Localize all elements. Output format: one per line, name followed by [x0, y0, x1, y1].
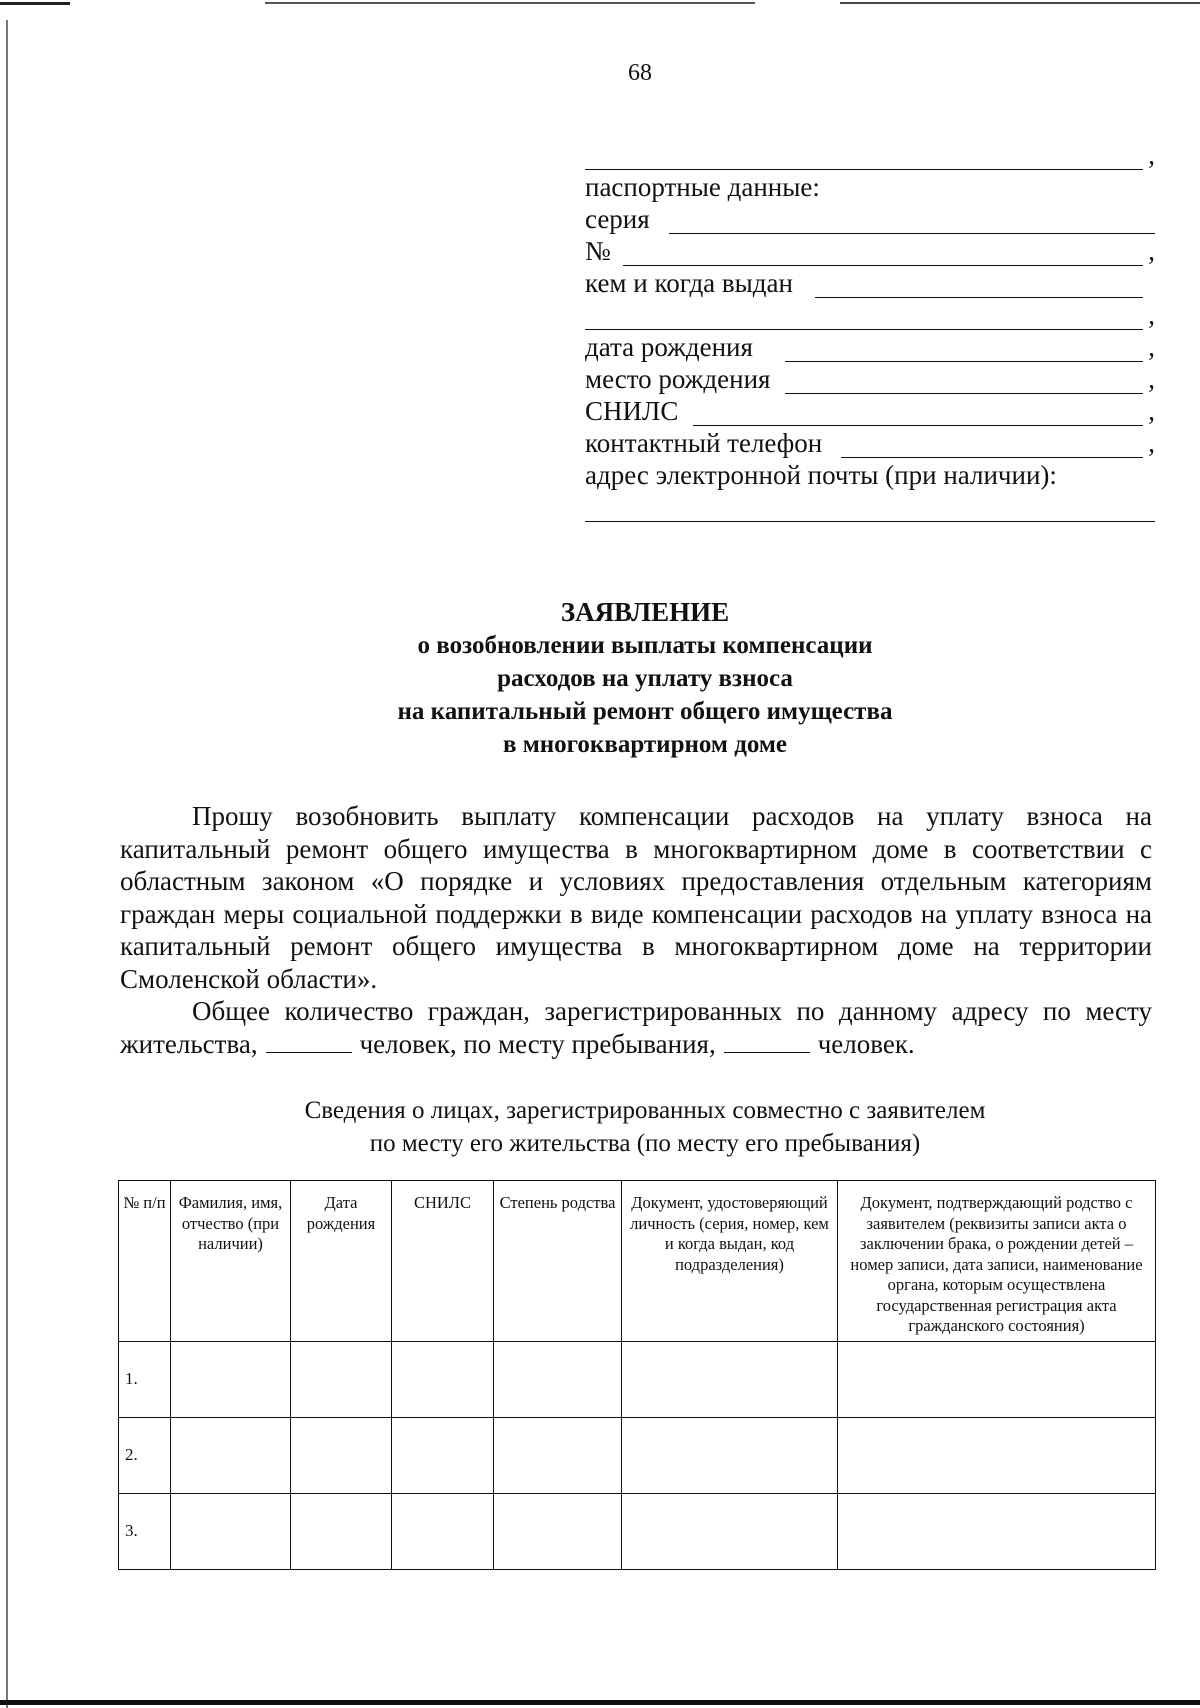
passport-label: паспортные данные: [585, 172, 820, 202]
stay-count-blank [724, 1032, 810, 1053]
issued-line [585, 268, 1155, 300]
email-label-line [585, 460, 1155, 492]
col-header-relationship-document: Документ, подтверждающий родство с заявителем (реквизиты записи акта о заключении брака, о рождении детей – номер записи, дата записи, наименование органа, которым осуществлена государственная регистрация акта гражданского состояния) [838, 1181, 1156, 1342]
col-header-snils: СНИЛС [392, 1181, 494, 1342]
row-number-cell: 3. [119, 1493, 171, 1569]
table-cell [171, 1417, 291, 1493]
scan-left-edge [6, 20, 8, 1708]
table-row [119, 1493, 1156, 1569]
col-header-number: № п/п [119, 1181, 171, 1342]
title-subline: в многоквартирном доме [503, 731, 787, 758]
table-cell [838, 1341, 1156, 1417]
table-header-row [119, 1181, 1156, 1342]
table-cell [171, 1493, 291, 1569]
issued-continuation-line: , [585, 300, 1155, 332]
birth-date-label: дата рождения [585, 332, 753, 362]
table-cell [291, 1341, 392, 1417]
registered-count-paragraph: Общее количество граждан, зарегистрированных по данному адресу по месту жительства, человек, по месту пребывания, человек. [120, 996, 1152, 1059]
email-label: адрес электронной почты (при наличии): [585, 460, 1057, 490]
scan-top-edge-mark [265, 2, 755, 4]
col-header-birth-date: Дата рождения [291, 1181, 392, 1342]
table-cell [622, 1493, 838, 1569]
passport-label-line [585, 172, 1155, 204]
birth-place-line: место рождения , [585, 364, 1155, 394]
issued-continuation-blank [585, 329, 1143, 330]
birth-place-label: место рождения [585, 364, 771, 394]
table-cell [838, 1417, 1156, 1493]
series-blank [669, 233, 1155, 234]
applicant-details-block [585, 140, 1155, 524]
table-cell [291, 1417, 392, 1493]
issued-label: кем и когда выдан [585, 268, 793, 298]
col-header-full-name: Фамилия, имя, отчество (при наличии) [171, 1181, 291, 1342]
scan-top-edge-mark [840, 2, 1200, 4]
table-caption [0, 1094, 1200, 1160]
name-line: , [585, 140, 1155, 172]
birth-date-line: дата рождения , [585, 332, 1155, 362]
issued-blank [815, 297, 1143, 298]
snils-line: СНИЛС , [585, 396, 1155, 426]
co-registered-persons-table [118, 1180, 1156, 1570]
phone-label: контактный телефон [585, 428, 823, 458]
name-blank [585, 169, 1143, 170]
title-subline: на капитальный ремонт общего имущества [397, 698, 893, 725]
table-caption-line: по месту его жительства (по месту его пребывания) [369, 1130, 921, 1157]
title-subline: о возобновлении выплаты компенсации [417, 632, 873, 659]
table-cell [622, 1417, 838, 1493]
email-line [585, 492, 1155, 524]
table-caption-line: Сведения о лицах, зарегистрированных совместно с заявителем [304, 1097, 986, 1124]
scan-top-edge-mark [0, 2, 70, 5]
application-body [120, 800, 1152, 1060]
document-title-block [0, 596, 1200, 761]
phone-blank [841, 457, 1143, 458]
table-cell [494, 1341, 622, 1417]
table-cell [494, 1493, 622, 1569]
table-cell [291, 1493, 392, 1569]
table-cell [494, 1417, 622, 1493]
number-blank [623, 265, 1143, 266]
col-header-relationship: Степень родства [494, 1181, 622, 1342]
row-number-cell: 1. [119, 1341, 171, 1417]
table-cell [171, 1341, 291, 1417]
number-line: № , [585, 236, 1155, 266]
table-row [119, 1341, 1156, 1417]
scan-bottom-edge [0, 1700, 1200, 1705]
table-cell [838, 1493, 1156, 1569]
email-blank [585, 521, 1155, 522]
residence-count-blank [266, 1032, 352, 1053]
snils-blank [693, 425, 1143, 426]
document-title: ЗАЯВЛЕНИЕ [560, 597, 730, 627]
series-label: серия [585, 204, 650, 234]
snils-label: СНИЛС [585, 396, 679, 426]
request-paragraph: Прошу возобновить выплату компенсации расходов на уплату взноса на капитальный ремонт общего имущества в многоквартирном доме в соответствии с областным законом «О порядке и условиях предоставления отдельным категориям граждан меры социальной поддержки в виде компенсации расходов на уплату взноса на капитальный ремонт общего имущества в многоквартирном доме на территории Смоленской области». [120, 801, 1152, 994]
table-cell [622, 1341, 838, 1417]
table-cell [392, 1341, 494, 1417]
table-cell [392, 1417, 494, 1493]
row-number-cell: 2. [119, 1417, 171, 1493]
number-label: № [585, 236, 611, 266]
series-line [585, 204, 1155, 236]
col-header-identity-document: Документ, удостоверяющий личность (серия, номер, кем и когда выдан, код подразделения) [622, 1181, 838, 1342]
table-row [119, 1417, 1156, 1493]
phone-line: контактный телефон , [585, 428, 1155, 458]
page-number: 68 [628, 60, 652, 86]
title-subline: расходов на уплату взноса [497, 665, 793, 692]
birth-date-blank [785, 361, 1143, 362]
table-cell [392, 1493, 494, 1569]
birth-place-blank [785, 393, 1143, 394]
